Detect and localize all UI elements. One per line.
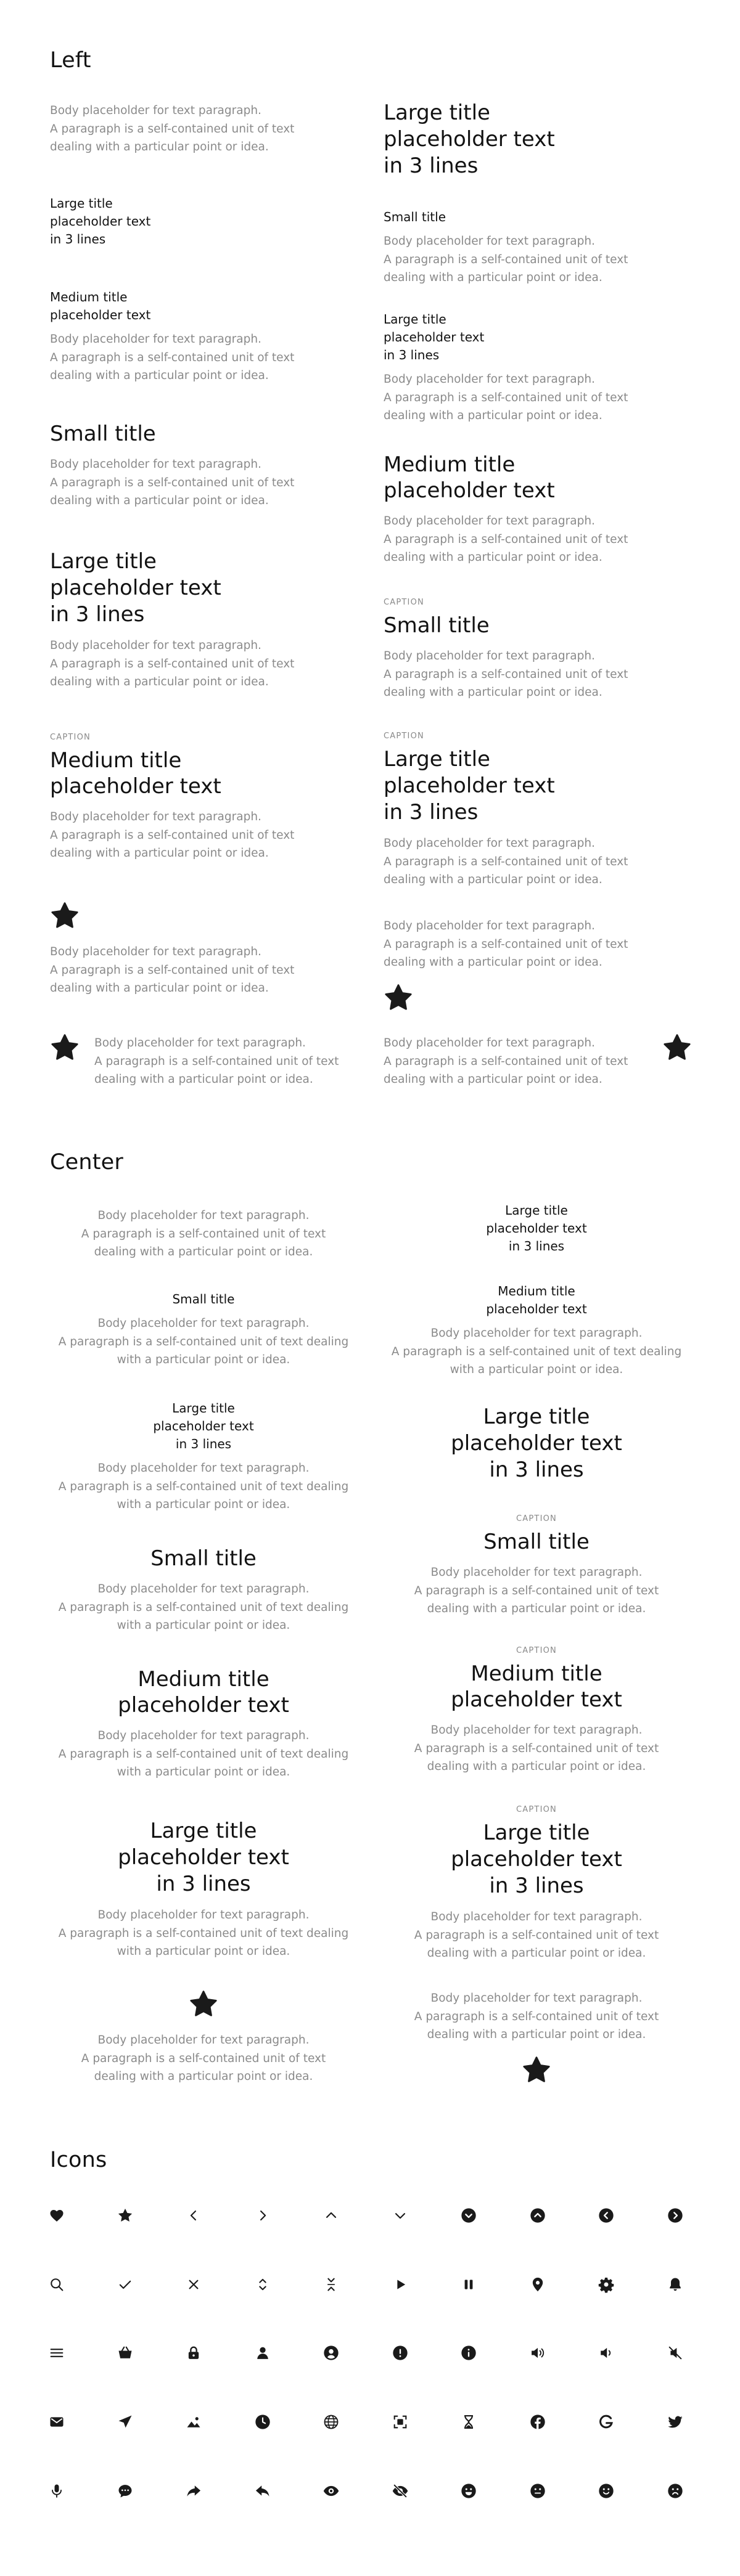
text-line: Medium title xyxy=(471,1661,602,1686)
text-line: dealing with a particular point or idea. xyxy=(384,873,602,886)
text-line: Large title xyxy=(172,1401,235,1416)
text-line: A paragraph is a self-contained unit of text dealing xyxy=(58,1335,349,1348)
medium-title xyxy=(388,1282,684,1318)
left-col1-body xyxy=(50,102,346,157)
text-line: in 3 lines xyxy=(384,800,479,825)
star-icon xyxy=(662,1033,692,1062)
text-line: Body placeholder for text paragraph. xyxy=(97,1909,310,1922)
center-col2-body-star xyxy=(388,1989,684,2085)
center-col2-large xyxy=(388,1404,684,1492)
microphone-icon[interactable] xyxy=(46,2480,67,2501)
text-line: Large title xyxy=(384,747,490,772)
person-icon[interactable] xyxy=(252,2342,273,2363)
text-line: dealing with a particular point or idea. xyxy=(384,271,602,284)
text-line: Large title xyxy=(50,196,113,211)
body-paragraph xyxy=(388,1908,684,1963)
text-line: Body placeholder for text paragraph. xyxy=(50,945,261,958)
body-paragraph xyxy=(50,943,346,998)
large-title xyxy=(388,1202,684,1255)
large-title xyxy=(388,1820,684,1899)
text-line: A paragraph is a self-contained unit of text xyxy=(50,963,295,977)
left-col2-caption-large-body xyxy=(384,731,680,889)
text-line: with a particular point or idea. xyxy=(117,1766,290,1779)
volume-low-icon[interactable] xyxy=(596,2342,617,2363)
small-title: Small title xyxy=(384,613,490,638)
body-paragraph xyxy=(384,232,680,287)
text-line: dealing with a particular point or idea. xyxy=(427,1602,646,1615)
emoji-neutral-icon[interactable] xyxy=(527,2480,548,2501)
large-title xyxy=(56,1818,352,1897)
text-line: Body placeholder for text paragraph. xyxy=(97,1209,310,1222)
text-line: Body placeholder for text paragraph. xyxy=(430,1327,643,1340)
text-line: A paragraph is a self-contained unit of text xyxy=(50,122,295,136)
center-col2-caption-medium-body xyxy=(388,1645,684,1776)
body-paragraph xyxy=(384,917,680,972)
search-icon[interactable] xyxy=(46,2274,67,2295)
text-line: Body placeholder for text paragraph. xyxy=(97,2034,310,2047)
large-title xyxy=(384,311,680,364)
text-line: Body placeholder for text paragraph. xyxy=(384,837,595,850)
bell-icon[interactable] xyxy=(665,2274,686,2295)
caption: CAPTION xyxy=(516,1646,557,1655)
text-line: A paragraph is a self-contained unit of text xyxy=(384,253,628,266)
pause-icon[interactable] xyxy=(458,2274,479,2295)
left-col1-large-body xyxy=(50,548,346,691)
text-line: Body placeholder for text paragraph. xyxy=(97,1729,310,1742)
text-line: in 3 lines xyxy=(50,232,106,247)
lock-icon[interactable] xyxy=(183,2342,204,2363)
text-line: dealing with a particular point or idea. xyxy=(94,1073,313,1086)
left-col2-body-star xyxy=(384,917,680,1013)
medium-title xyxy=(50,288,346,324)
left-col1-xs-medium-body xyxy=(50,288,346,385)
text-line: Large title xyxy=(384,312,446,327)
text-line: placeholder text xyxy=(50,308,151,322)
body-paragraph xyxy=(388,1721,684,1776)
star-icon xyxy=(50,1033,80,1062)
text-line: A paragraph is a self-contained unit of text xyxy=(94,1054,339,1068)
text-line: in 3 lines xyxy=(384,348,440,362)
text-line: A paragraph is a self-contained unit of text xyxy=(414,2010,659,2023)
text-line: Body placeholder for text paragraph. xyxy=(384,373,595,386)
body-paragraph xyxy=(388,1324,684,1379)
text-line: A paragraph is a self-contained unit of text xyxy=(384,667,628,681)
caption: CAPTION xyxy=(516,1805,557,1814)
center-col1-xs-large-body xyxy=(56,1400,352,1514)
left-col1-xs-large xyxy=(50,195,346,255)
text-line: placeholder text xyxy=(50,214,151,229)
play-icon[interactable] xyxy=(390,2274,411,2295)
caption: CAPTION xyxy=(384,598,424,607)
text-line: dealing with a particular point or idea. xyxy=(94,2070,313,2083)
large-title xyxy=(50,195,346,248)
section-title-left: Left xyxy=(50,48,91,73)
basket-icon[interactable] xyxy=(115,2342,136,2363)
body-paragraph xyxy=(50,808,346,863)
text-line: Medium title xyxy=(138,1667,269,1692)
text-line: Large title xyxy=(150,1819,257,1843)
body-paragraph xyxy=(384,1034,648,1089)
small-title: Small title xyxy=(172,1292,235,1306)
large-title xyxy=(384,100,680,179)
text-line: A paragraph is a self-contained unit of text dealing xyxy=(391,1345,682,1358)
star-icon xyxy=(50,901,80,931)
center-col2-xs-medium-body xyxy=(388,1282,684,1379)
volume-high-icon[interactable] xyxy=(527,2342,548,2363)
body-paragraph xyxy=(388,1989,684,2044)
text-line: Body placeholder for text paragraph. xyxy=(50,639,261,652)
check-icon[interactable] xyxy=(115,2274,136,2295)
emoji-sad-icon[interactable] xyxy=(665,2480,686,2501)
body-paragraph xyxy=(56,1314,352,1369)
star-icon xyxy=(189,1989,218,2019)
clock-icon[interactable] xyxy=(252,2411,273,2432)
chevron-left-circle-icon[interactable] xyxy=(596,2205,617,2226)
text-line: placeholder text xyxy=(486,1302,587,1316)
google-icon[interactable] xyxy=(596,2411,617,2432)
text-line: dealing with a particular point or idea. xyxy=(50,847,269,860)
center-col1-small-body xyxy=(56,1546,352,1635)
chat-bubble-icon[interactable] xyxy=(115,2480,136,2501)
text-line: Body placeholder for text paragraph. xyxy=(384,515,595,528)
volume-mute-icon[interactable] xyxy=(665,2342,686,2363)
globe-icon[interactable] xyxy=(321,2411,342,2432)
left-col2-large xyxy=(384,100,680,188)
text-line: Body placeholder for text paragraph. xyxy=(50,810,261,823)
text-line: with a particular point or idea. xyxy=(117,1353,290,1366)
text-line: A paragraph is a self-contained unit of text xyxy=(414,1584,659,1597)
text-line: A paragraph is a self-contained unit of text xyxy=(50,476,295,489)
text-line: dealing with a particular point or idea. xyxy=(384,551,602,564)
text-line: A paragraph is a self-contained unit of text xyxy=(384,532,628,546)
text-line: in 3 lines xyxy=(508,1239,565,1253)
text-line: with a particular point or idea. xyxy=(117,1619,290,1632)
text-line: Body placeholder for text paragraph. xyxy=(384,650,595,662)
section-title-center: Center xyxy=(50,1150,124,1175)
body-paragraph xyxy=(384,512,680,567)
text-line: A paragraph is a self-contained unit of text xyxy=(384,937,628,951)
chevron-down-icon[interactable] xyxy=(390,2205,411,2226)
body-paragraph xyxy=(56,1459,352,1514)
center-col1-large-body xyxy=(56,1818,352,1961)
text-line: Body placeholder for text paragraph. xyxy=(384,919,595,932)
medium-title xyxy=(388,1661,684,1713)
text-line: placeholder text xyxy=(384,127,555,152)
text-line: Body placeholder for text paragraph. xyxy=(97,1462,310,1475)
eye-off-icon[interactable] xyxy=(390,2480,411,2501)
chevron-right-icon[interactable] xyxy=(252,2205,273,2226)
text-line: Body placeholder for text paragraph. xyxy=(384,235,595,248)
text-line: Body placeholder for text paragraph. xyxy=(50,104,261,117)
text-line: Medium title xyxy=(50,290,128,304)
emoji-happy-icon[interactable] xyxy=(458,2480,479,2501)
text-line: Medium title xyxy=(50,748,182,773)
large-title xyxy=(50,548,346,628)
text-line: dealing with a particular point or idea. xyxy=(427,1760,646,1773)
left-col2-xs-large-body xyxy=(384,311,680,425)
small-title: Small title xyxy=(50,422,156,446)
text-line: placeholder text xyxy=(486,1221,587,1236)
gear-icon[interactable] xyxy=(596,2274,617,2295)
body-paragraph xyxy=(56,1207,352,1262)
text-line: dealing with a particular point or idea. xyxy=(50,982,269,995)
location-pin-icon[interactable] xyxy=(527,2274,548,2295)
body-paragraph xyxy=(56,1906,352,1961)
text-line: Body placeholder for text paragraph. xyxy=(430,1992,643,2005)
medium-title xyxy=(384,452,680,503)
text-line: placeholder text xyxy=(118,1845,289,1870)
text-line: Large title xyxy=(384,100,490,125)
text-line: Body placeholder for text paragraph. xyxy=(430,1910,643,1923)
text-line: placeholder text xyxy=(50,576,221,600)
text-line: A paragraph is a self-contained unit of text xyxy=(384,391,628,404)
screenshot-icon[interactable] xyxy=(390,2411,411,2432)
left-col1-star-body xyxy=(50,901,346,998)
image-icon[interactable] xyxy=(183,2411,204,2432)
close-icon[interactable] xyxy=(183,2274,204,2295)
text-line: A paragraph is a self-contained unit of text xyxy=(384,855,628,868)
text-line: dealing with a particular point or idea. xyxy=(50,141,269,153)
center-col1-medium-body xyxy=(56,1666,352,1782)
medium-title xyxy=(56,1666,352,1718)
text-line: Body placeholder for text paragraph. xyxy=(94,1037,306,1050)
text-line: Body placeholder for text paragraph. xyxy=(97,1583,310,1596)
chevron-down-circle-icon[interactable] xyxy=(458,2205,479,2226)
body-paragraph xyxy=(384,834,680,889)
text-line: dealing with a particular point or idea. xyxy=(427,1947,646,1960)
fold-icon[interactable] xyxy=(321,2274,342,2295)
text-line: placeholder text xyxy=(451,1687,622,1712)
text-line: dealing with a particular point or idea. xyxy=(50,369,269,382)
left-col1-small-body xyxy=(50,421,346,510)
text-line: Body placeholder for text paragraph. xyxy=(50,458,261,471)
text-line: in 3 lines xyxy=(175,1437,232,1451)
star-icon xyxy=(522,2055,551,2085)
star-icon[interactable] xyxy=(115,2205,136,2226)
body-paragraph xyxy=(50,637,346,691)
text-line: dealing with a particular point or idea. xyxy=(384,1073,602,1086)
left-col1-caption-medium-body xyxy=(50,732,346,863)
user-circle-icon[interactable] xyxy=(321,2342,342,2363)
text-line: in 3 lines xyxy=(384,153,479,178)
caption: CAPTION xyxy=(50,733,91,742)
large-title xyxy=(384,746,680,826)
emoji-smile-icon[interactable] xyxy=(596,2480,617,2501)
large-title xyxy=(56,1400,352,1453)
text-line: placeholder text xyxy=(118,1693,289,1718)
heart-icon[interactable] xyxy=(46,2205,67,2226)
body-paragraph xyxy=(56,1580,352,1635)
text-line: dealing with a particular point or idea. xyxy=(94,1245,313,1258)
body-paragraph xyxy=(56,1727,352,1782)
medium-title xyxy=(50,748,346,799)
text-line: placeholder text xyxy=(451,1847,622,1872)
reply-icon[interactable] xyxy=(252,2480,273,2501)
text-line: Large title xyxy=(50,549,157,574)
center-col1-xs-small-body xyxy=(56,1290,352,1369)
body-paragraph xyxy=(384,647,680,702)
left-col2-caption-small-body xyxy=(384,597,680,702)
center-col1-star-body xyxy=(56,1989,352,2086)
alert-circle-icon[interactable] xyxy=(390,2342,411,2363)
text-line: A paragraph is a self-contained unit of text xyxy=(50,828,295,842)
text-line: Large title xyxy=(483,1404,590,1429)
text-line: in 3 lines xyxy=(156,1872,251,1896)
text-line: Body placeholder for text paragraph. xyxy=(384,1037,595,1050)
body-paragraph xyxy=(50,102,346,157)
text-line: Body placeholder for text paragraph. xyxy=(97,1317,310,1330)
text-line: A paragraph is a self-contained unit of text xyxy=(414,1742,659,1755)
body-paragraph xyxy=(50,455,346,510)
body-paragraph xyxy=(50,330,346,385)
text-line: placeholder text xyxy=(384,478,555,503)
body-paragraph xyxy=(384,370,680,425)
left-col2-xs-small-body xyxy=(384,208,680,287)
caption: CAPTION xyxy=(384,732,424,741)
chevron-up-circle-icon[interactable] xyxy=(527,2205,548,2226)
info-circle-icon[interactable] xyxy=(458,2342,479,2363)
text-line: A paragraph is a self-contained unit of text dealing xyxy=(58,1926,349,1940)
text-line: Body placeholder for text paragraph. xyxy=(50,333,261,346)
center-col1-body xyxy=(56,1207,352,1262)
text-line: with a particular point or idea. xyxy=(117,1945,290,1958)
text-line: A paragraph is a self-contained unit of text xyxy=(50,657,295,670)
left-col1-star-inline-body xyxy=(50,1034,371,1089)
text-line: placeholder text xyxy=(50,774,221,799)
text-line: Body placeholder for text paragraph. xyxy=(430,1566,643,1579)
text-line: A paragraph is a self-contained unit of text dealing xyxy=(58,1480,349,1493)
text-line: A paragraph is a self-contained unit of text dealing xyxy=(58,1600,349,1614)
text-line: in 3 lines xyxy=(50,602,145,627)
text-line: Large title xyxy=(505,1203,568,1218)
text-line: placeholder text xyxy=(451,1431,622,1456)
small-title: Small title xyxy=(150,1546,257,1571)
text-line: in 3 lines xyxy=(489,1457,584,1482)
text-line: A paragraph is a self-contained unit of text dealing xyxy=(58,1747,349,1761)
text-line: dealing with a particular point or idea. xyxy=(50,494,269,507)
text-line: placeholder text xyxy=(384,773,555,798)
caption: CAPTION xyxy=(516,1514,557,1523)
text-line: dealing with a particular point or idea. xyxy=(427,2028,646,2041)
send-icon[interactable] xyxy=(115,2411,136,2432)
body-paragraph xyxy=(94,1034,339,1089)
text-line: A paragraph is a self-contained unit of text xyxy=(81,1227,326,1241)
section-title-icons: Icons xyxy=(50,2148,107,2172)
text-line: placeholder text xyxy=(153,1419,254,1433)
text-line: dealing with a particular point or idea. xyxy=(384,409,602,422)
text-line: dealing with a particular point or idea. xyxy=(384,956,602,969)
body-paragraph xyxy=(388,1563,684,1618)
star-icon xyxy=(384,983,413,1013)
mail-icon[interactable] xyxy=(46,2411,67,2432)
small-title: Small title xyxy=(384,210,446,224)
eye-icon[interactable] xyxy=(321,2480,342,2501)
chevron-right-circle-icon[interactable] xyxy=(665,2205,686,2226)
twitter-icon[interactable] xyxy=(665,2411,686,2432)
text-line: with a particular point or idea. xyxy=(450,1363,623,1376)
text-line: Medium title xyxy=(498,1284,575,1298)
unfold-icon[interactable] xyxy=(252,2274,273,2295)
center-col2-caption-small-body xyxy=(388,1514,684,1618)
chevron-left-icon[interactable] xyxy=(183,2205,204,2226)
text-line: in 3 lines xyxy=(489,1873,584,1898)
body-paragraph xyxy=(56,2031,352,2086)
text-line: dealing with a particular point or idea. xyxy=(50,675,269,688)
text-line: A paragraph is a self-contained unit of text xyxy=(50,351,295,364)
text-line: Body placeholder for text paragraph. xyxy=(430,1724,643,1737)
text-line: with a particular point or idea. xyxy=(117,1498,290,1511)
facebook-icon[interactable] xyxy=(527,2411,548,2432)
share-icon[interactable] xyxy=(183,2480,204,2501)
text-line: dealing with a particular point or idea. xyxy=(384,686,602,699)
text-line: Large title xyxy=(483,1820,590,1845)
text-line: A paragraph is a self-contained unit of text xyxy=(81,2052,326,2065)
text-line: A paragraph is a self-contained unit of text xyxy=(384,1054,628,1068)
text-line: placeholder text xyxy=(384,330,485,344)
left-col2-body-star-inline xyxy=(384,1034,692,1089)
hourglass-icon[interactable] xyxy=(458,2411,479,2432)
left-col2-medium-body xyxy=(384,452,680,567)
center-col2-caption-large-body xyxy=(388,1804,684,1963)
large-title xyxy=(388,1404,684,1483)
text-line: Medium title xyxy=(384,452,516,477)
text-line: A paragraph is a self-contained unit of text xyxy=(414,1928,659,1942)
chevron-up-icon[interactable] xyxy=(321,2205,342,2226)
menu-icon[interactable] xyxy=(46,2342,67,2363)
small-title: Small title xyxy=(483,1530,590,1554)
center-col2-xs-large xyxy=(388,1202,684,1262)
